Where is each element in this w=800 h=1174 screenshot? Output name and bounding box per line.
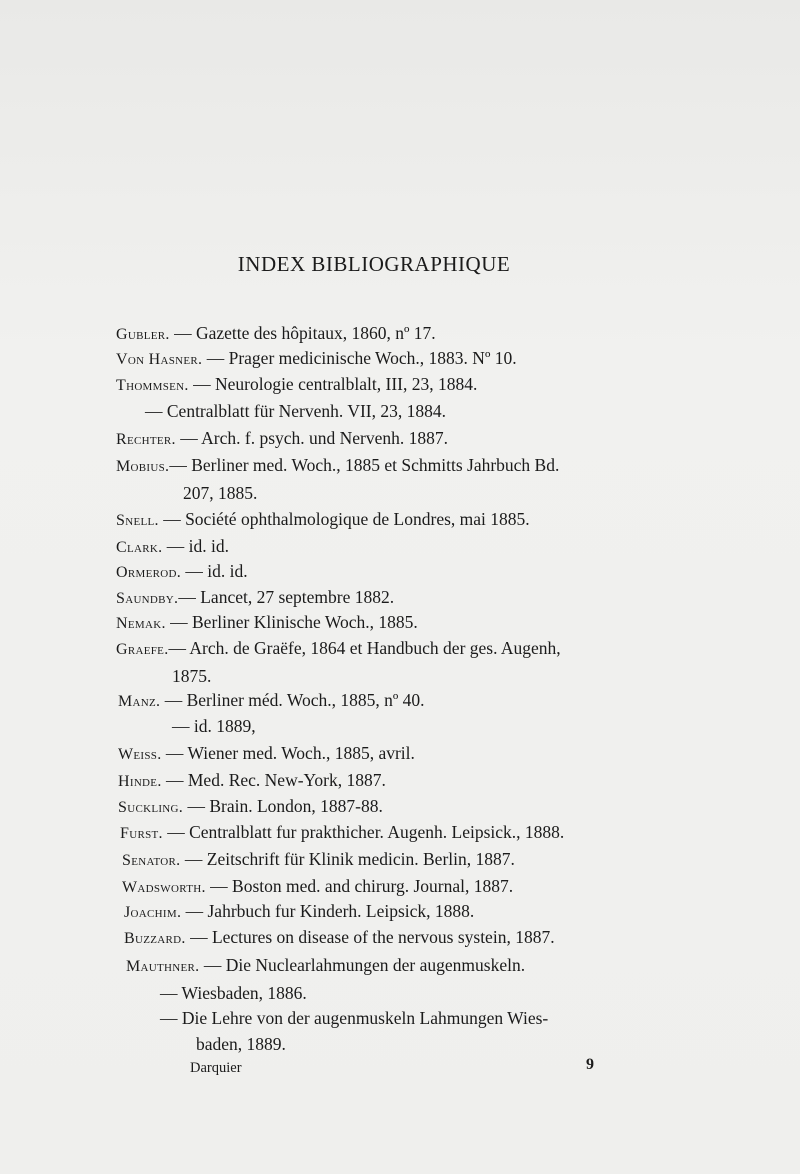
entry-author: Manz. [118, 693, 161, 710]
entry-text: — id. 1889, [172, 716, 256, 736]
entry-text: — Prager medicinische Woch., 1883. Nº 10. [202, 348, 517, 368]
entry-author: Saundby. [116, 590, 179, 607]
entry-text: — Arch. f. psych. und Nervenh. 1887. [175, 428, 449, 448]
signature-mark: Darquier [190, 1060, 242, 1076]
bibliography-entry [116, 428, 448, 449]
entry-text: baden, 1889. [196, 1034, 286, 1054]
entry-text: — Die Lehre von der augenmuskeln Lahmungen Wies- [160, 1008, 549, 1028]
bibliography-entry [122, 876, 513, 897]
entry-author: Joachim. [124, 904, 182, 921]
entry-author: Von Hasner. [116, 351, 203, 368]
entry-author: Senator. [122, 852, 181, 869]
entry-text: — Gazette des hôpitaux, 1860, nº 17. [169, 323, 436, 343]
entry-text: — Société ophthalmologique de Londres, mai 1885. [158, 509, 530, 529]
bibliography-entry [120, 822, 564, 843]
bibliography-entry [124, 927, 555, 948]
entry-text: — id. id. [181, 561, 248, 581]
bibliography-entry [172, 666, 211, 687]
entry-author: Buzzard. [124, 930, 186, 947]
entry-author: Suckling. [118, 799, 184, 816]
entry-text: — Berliner Klinische Woch., 1885. [165, 612, 418, 632]
entry-text: 207, 1885. [183, 483, 258, 503]
bibliography-entry [160, 1008, 548, 1029]
entry-text: — Brain. London, 1887-88. [183, 796, 383, 816]
entry-author: Graefe. [116, 641, 169, 658]
bibliography-entry [116, 374, 477, 395]
entry-text: — Centralblatt für Nervenh. VII, 23, 1884. [145, 401, 446, 421]
bibliography-entry [183, 483, 257, 504]
bibliography-entry [116, 509, 530, 530]
bibliography-entry [118, 796, 383, 817]
entry-text: — Jahrbuch fur Kinderh. Leipsick, 1888. [181, 901, 475, 921]
entry-author: Mobius. [116, 458, 170, 475]
entry-text: — Wiesbaden, 1886. [160, 983, 307, 1003]
bibliography-entry [124, 901, 474, 922]
bibliography-entry [116, 612, 418, 633]
bibliography-entry [122, 849, 515, 870]
entry-text: — Boston med. and chirurg. Journal, 1887. [205, 876, 514, 896]
entry-text: — Die Nuclearlahmungen der augenmuskeln. [199, 955, 526, 975]
entry-author: Wadsworth. [122, 879, 206, 896]
entry-author: Furst. [120, 825, 163, 842]
entry-text: — Arch. de Graëfe, 1864 et Handbuch der ges. Augenh, [168, 638, 561, 658]
page-title: INDEX BIBLIOGRAPHIQUE [237, 252, 511, 276]
entry-text: — Lectures on disease of the nervous systein, 1887. [185, 927, 555, 947]
entry-author: Clark. [116, 539, 163, 556]
bibliography-entry [118, 770, 386, 791]
bibliography-entry [118, 743, 415, 764]
entry-text: — Zeitschrift für Klinik medicin. Berlin, 1887. [180, 849, 515, 869]
bibliography-entry [116, 348, 517, 369]
bibliography-entry [116, 536, 229, 557]
bibliography-entry [116, 561, 248, 582]
bibliography-entry [116, 638, 561, 659]
entry-author: Gubler. [116, 326, 170, 343]
page-number: 9 [586, 1056, 594, 1073]
entry-author: Snell. [116, 512, 159, 529]
bibliography-entry [118, 690, 425, 711]
entry-text: — Med. Rec. New-York, 1887. [161, 770, 386, 790]
entry-text: — Neurologie centralblalt, III, 23, 1884. [188, 374, 478, 394]
entry-author: Thommsen. [116, 377, 189, 394]
bibliography-entry [196, 1034, 286, 1055]
bibliography-entry [126, 955, 525, 976]
entry-text: — Lancet, 27 septembre 1882. [178, 587, 395, 607]
bibliography-entry [145, 401, 446, 422]
entry-text: — Berliner méd. Woch., 1885, nº 40. [160, 690, 425, 710]
entry-text: — Wiener med. Woch., 1885, avril. [161, 743, 415, 763]
bibliography-entry [116, 323, 436, 344]
entry-author: Ormerod. [116, 564, 182, 581]
entry-text: — Berliner med. Woch., 1885 et Schmitts Jahrbuch Bd. [169, 455, 560, 475]
entry-author: Mauthner. [126, 958, 200, 975]
entry-text: 1875. [172, 666, 212, 686]
bibliography-entry [116, 587, 394, 608]
entry-author: Hinde. [118, 773, 162, 790]
entry-author: Weiss. [118, 746, 162, 763]
bibliography-entry [116, 455, 559, 476]
bibliography-entry [160, 983, 307, 1004]
entry-author: Nemak. [116, 615, 166, 632]
entry-author: Rechter. [116, 431, 176, 448]
entry-text: — Centralblatt fur prakthicher. Augenh. Leipsick., 1888. [162, 822, 565, 842]
entry-text: — id. id. [162, 536, 230, 556]
bibliography-entry [172, 716, 256, 737]
